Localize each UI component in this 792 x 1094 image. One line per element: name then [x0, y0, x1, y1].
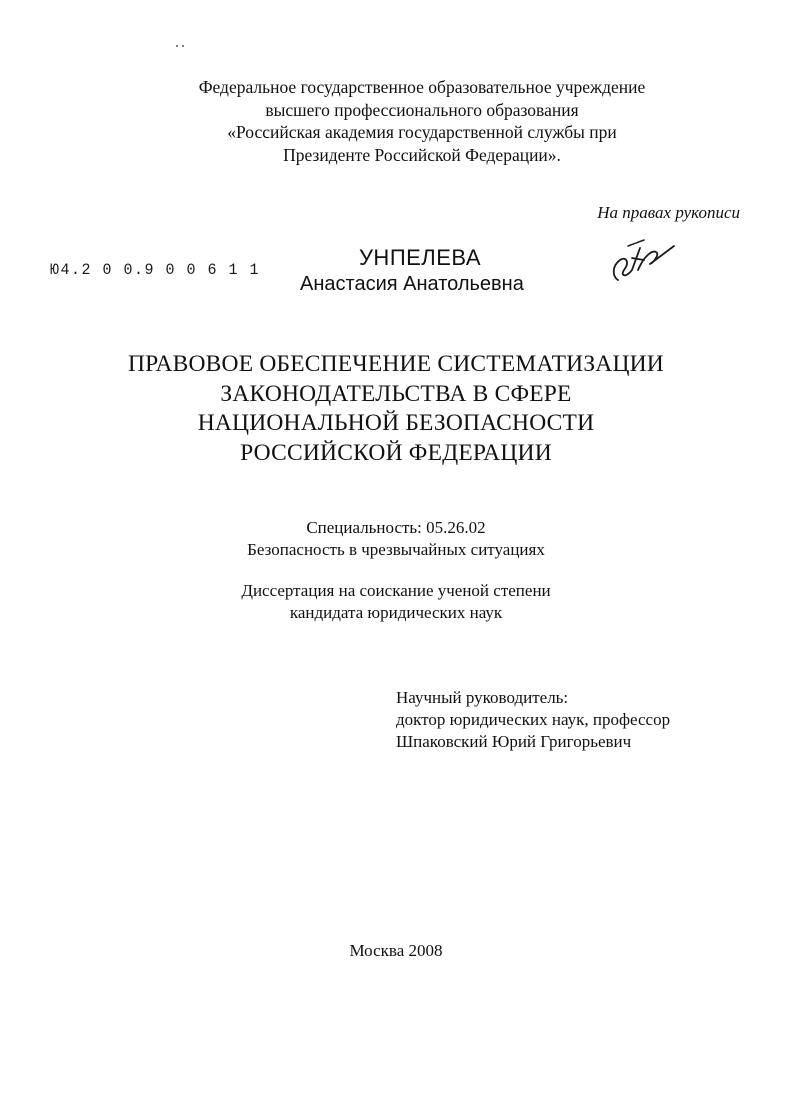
specialty-name: Безопасность в чрезвычайных ситуациях	[247, 540, 545, 559]
manuscript-note: На правах рукописи	[597, 203, 740, 222]
scan-dots-mark	[174, 43, 188, 49]
degree-line: кандидата юридических наук	[289, 603, 503, 622]
signature-icon	[604, 236, 684, 286]
institution-line: Президенте Российской Федерации».	[283, 144, 561, 165]
supervisor-name: Шпаковский Юрий Григорьевич	[396, 732, 632, 751]
registry-stamp: Ю4.2 0 0.9 0 0 6 1 1	[50, 261, 261, 280]
supervisor-label: Научный руководитель:	[396, 688, 569, 707]
title-line: РОССИЙСКОЙ ФЕДЕРАЦИИ	[240, 439, 552, 466]
dissertation-title	[0, 350, 792, 468]
specialty-code: Специальность: 05.26.02	[306, 518, 486, 537]
author-surname: УНПЕЛЕВА	[358, 245, 482, 270]
institution-line: высшего профессионального образования	[265, 99, 579, 120]
supervisor-credentials: доктор юридических наук, профессор	[396, 710, 671, 729]
institution-block	[26, 76, 792, 166]
supervisor-block	[396, 687, 670, 753]
specialty-block	[0, 517, 792, 561]
author-given-names: Анастасия Анатольевна	[300, 273, 524, 295]
title-line: ПРАВОВОЕ ОБЕСПЕЧЕНИЕ СИСТЕМАТИЗАЦИИ	[128, 351, 664, 377]
degree-block	[0, 580, 792, 624]
institution-line: «Российская академия государственной службы при	[227, 122, 617, 142]
title-line: НАЦИОНАЛЬНОЙ БЕЗОПАСНОСТИ	[197, 410, 595, 436]
title-line: ЗАКОНОДАТЕЛЬСТВА В СФЕРЕ	[220, 380, 572, 407]
degree-line: Диссертация на соискание ученой степени	[241, 581, 551, 600]
city-year: Москва 2008	[349, 941, 443, 960]
institution-line: Федеральное государственное образовательное учреждение	[198, 77, 646, 97]
